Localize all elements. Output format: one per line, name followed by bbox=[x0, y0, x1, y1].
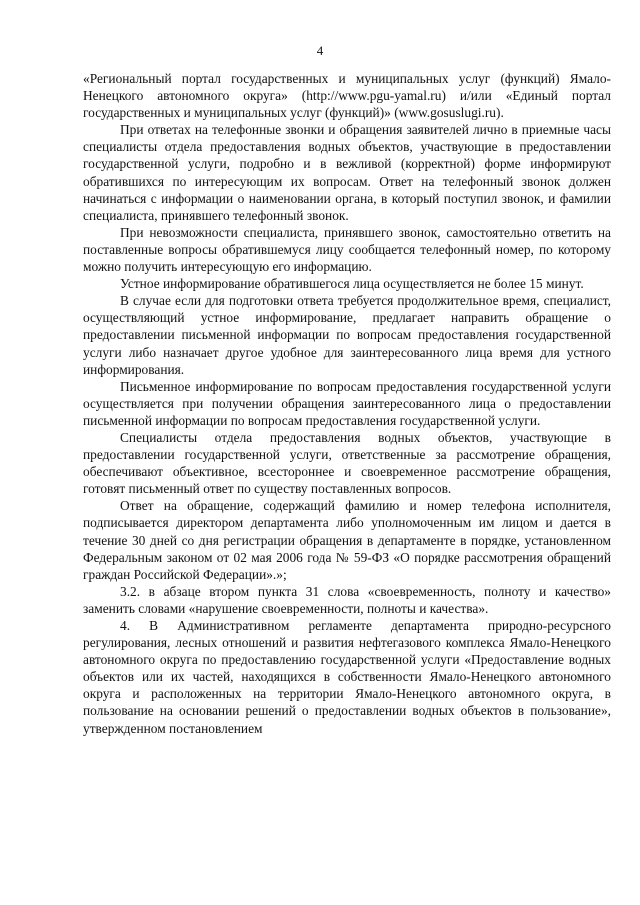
paragraph-specialists: Специалисты отдела предоставления водных объектов, участвующие в предоставлении государственной услуги, ответственные за рассмотрение обращения, обеспечивают объективное, всестороннее и своевременное рассмотрение обращения, готовят письменный ответ по существу поставленных вопросов. bbox=[83, 429, 611, 497]
page-number: 4 bbox=[316, 43, 324, 58]
paragraph-long-preparation: В случае если для подготовки ответа требуется продолжительное время, специалист, осуществляющий устное информирование, предлагает направить обращение о предоставлении письменной информации по вопросам предоставления государственной услуги либо назначает другое удобное для заинтересованного лица время для устного информирования. bbox=[83, 293, 611, 377]
paragraph-response-signing: Ответ на обращение, содержащий фамилию и номер телефона исполнителя, подписывается директором департамента либо уполномоченным им лицом и дается в течение 30 дней со дня регистрации обращения в департаменте в порядке, установленном Федеральным законом от 02 мая 2006 года № 59-ФЗ «О порядке рассмотрения обращений граждан Российской Федерации».»; bbox=[83, 498, 611, 582]
paragraph-phone-answers: При ответах на телефонные звонки и обращения заявителей лично в приемные часы специалисты отдела предоставления водных объектов, участвующие в предоставлении государственной услуги, подробно и в вежливой (корректной) форме информируют обратившихся по интересующим их вопросам. Ответ на телефонный звонок должен начинаться с информации о наименовании органа, в который поступил звонок, и фамилии специалиста, принявшего телефонный звонок. bbox=[83, 122, 611, 223]
paragraph-item-4: 4. В Административном регламенте департамента природно-ресурсного регулирования, лесных отношений и развития нефтегазового комплекса Ямало-Ненецкого автономного округа по предоставлению государственной услуги «Предоставление водных объектов или их частей, находящихся в собственности Ямало-Ненецкого автономного округа и расположенных на территории Ямало-Ненецкого автономного округа, в пользование на основании решений о предоставлении водных объектов в пользование», утвержденном постановлением bbox=[83, 618, 611, 736]
paragraph-portal-links: «Региональный портал государственных и муниципальных услуг (функций) Ямало-Ненецкого автономного округа» (http://www.pgu-yamal.ru) и/или «Единый портал государственных и муниципальных услуг (функций)» (www.gosuslugi.ru). bbox=[83, 71, 611, 121]
paragraph-amendment-3-2: 3.2. в абзаце втором пункта 31 слова «своевременность, полноту и качество» заменить словами «нарушение своевременности, полноты и качества». bbox=[83, 583, 611, 616]
paragraph-unable-to-answer: При невозможности специалиста, принявшего звонок, самостоятельно ответить на поставленные вопросы обратившемуся лицу сообщается телефонный номер, по которому можно получить интересующую его информацию. bbox=[83, 224, 611, 275]
document-body bbox=[83, 70, 611, 737]
paragraph-written-info: Письменное информирование по вопросам предоставления государственной услуги осуществляется при получении обращения заинтересованного лица о предоставлении письменной информации по вопросам предоставления государственной услуги. bbox=[83, 378, 611, 428]
paragraph-oral-duration: Устное информирование обратившегося лица осуществляется не более 15 минут. bbox=[120, 276, 584, 292]
